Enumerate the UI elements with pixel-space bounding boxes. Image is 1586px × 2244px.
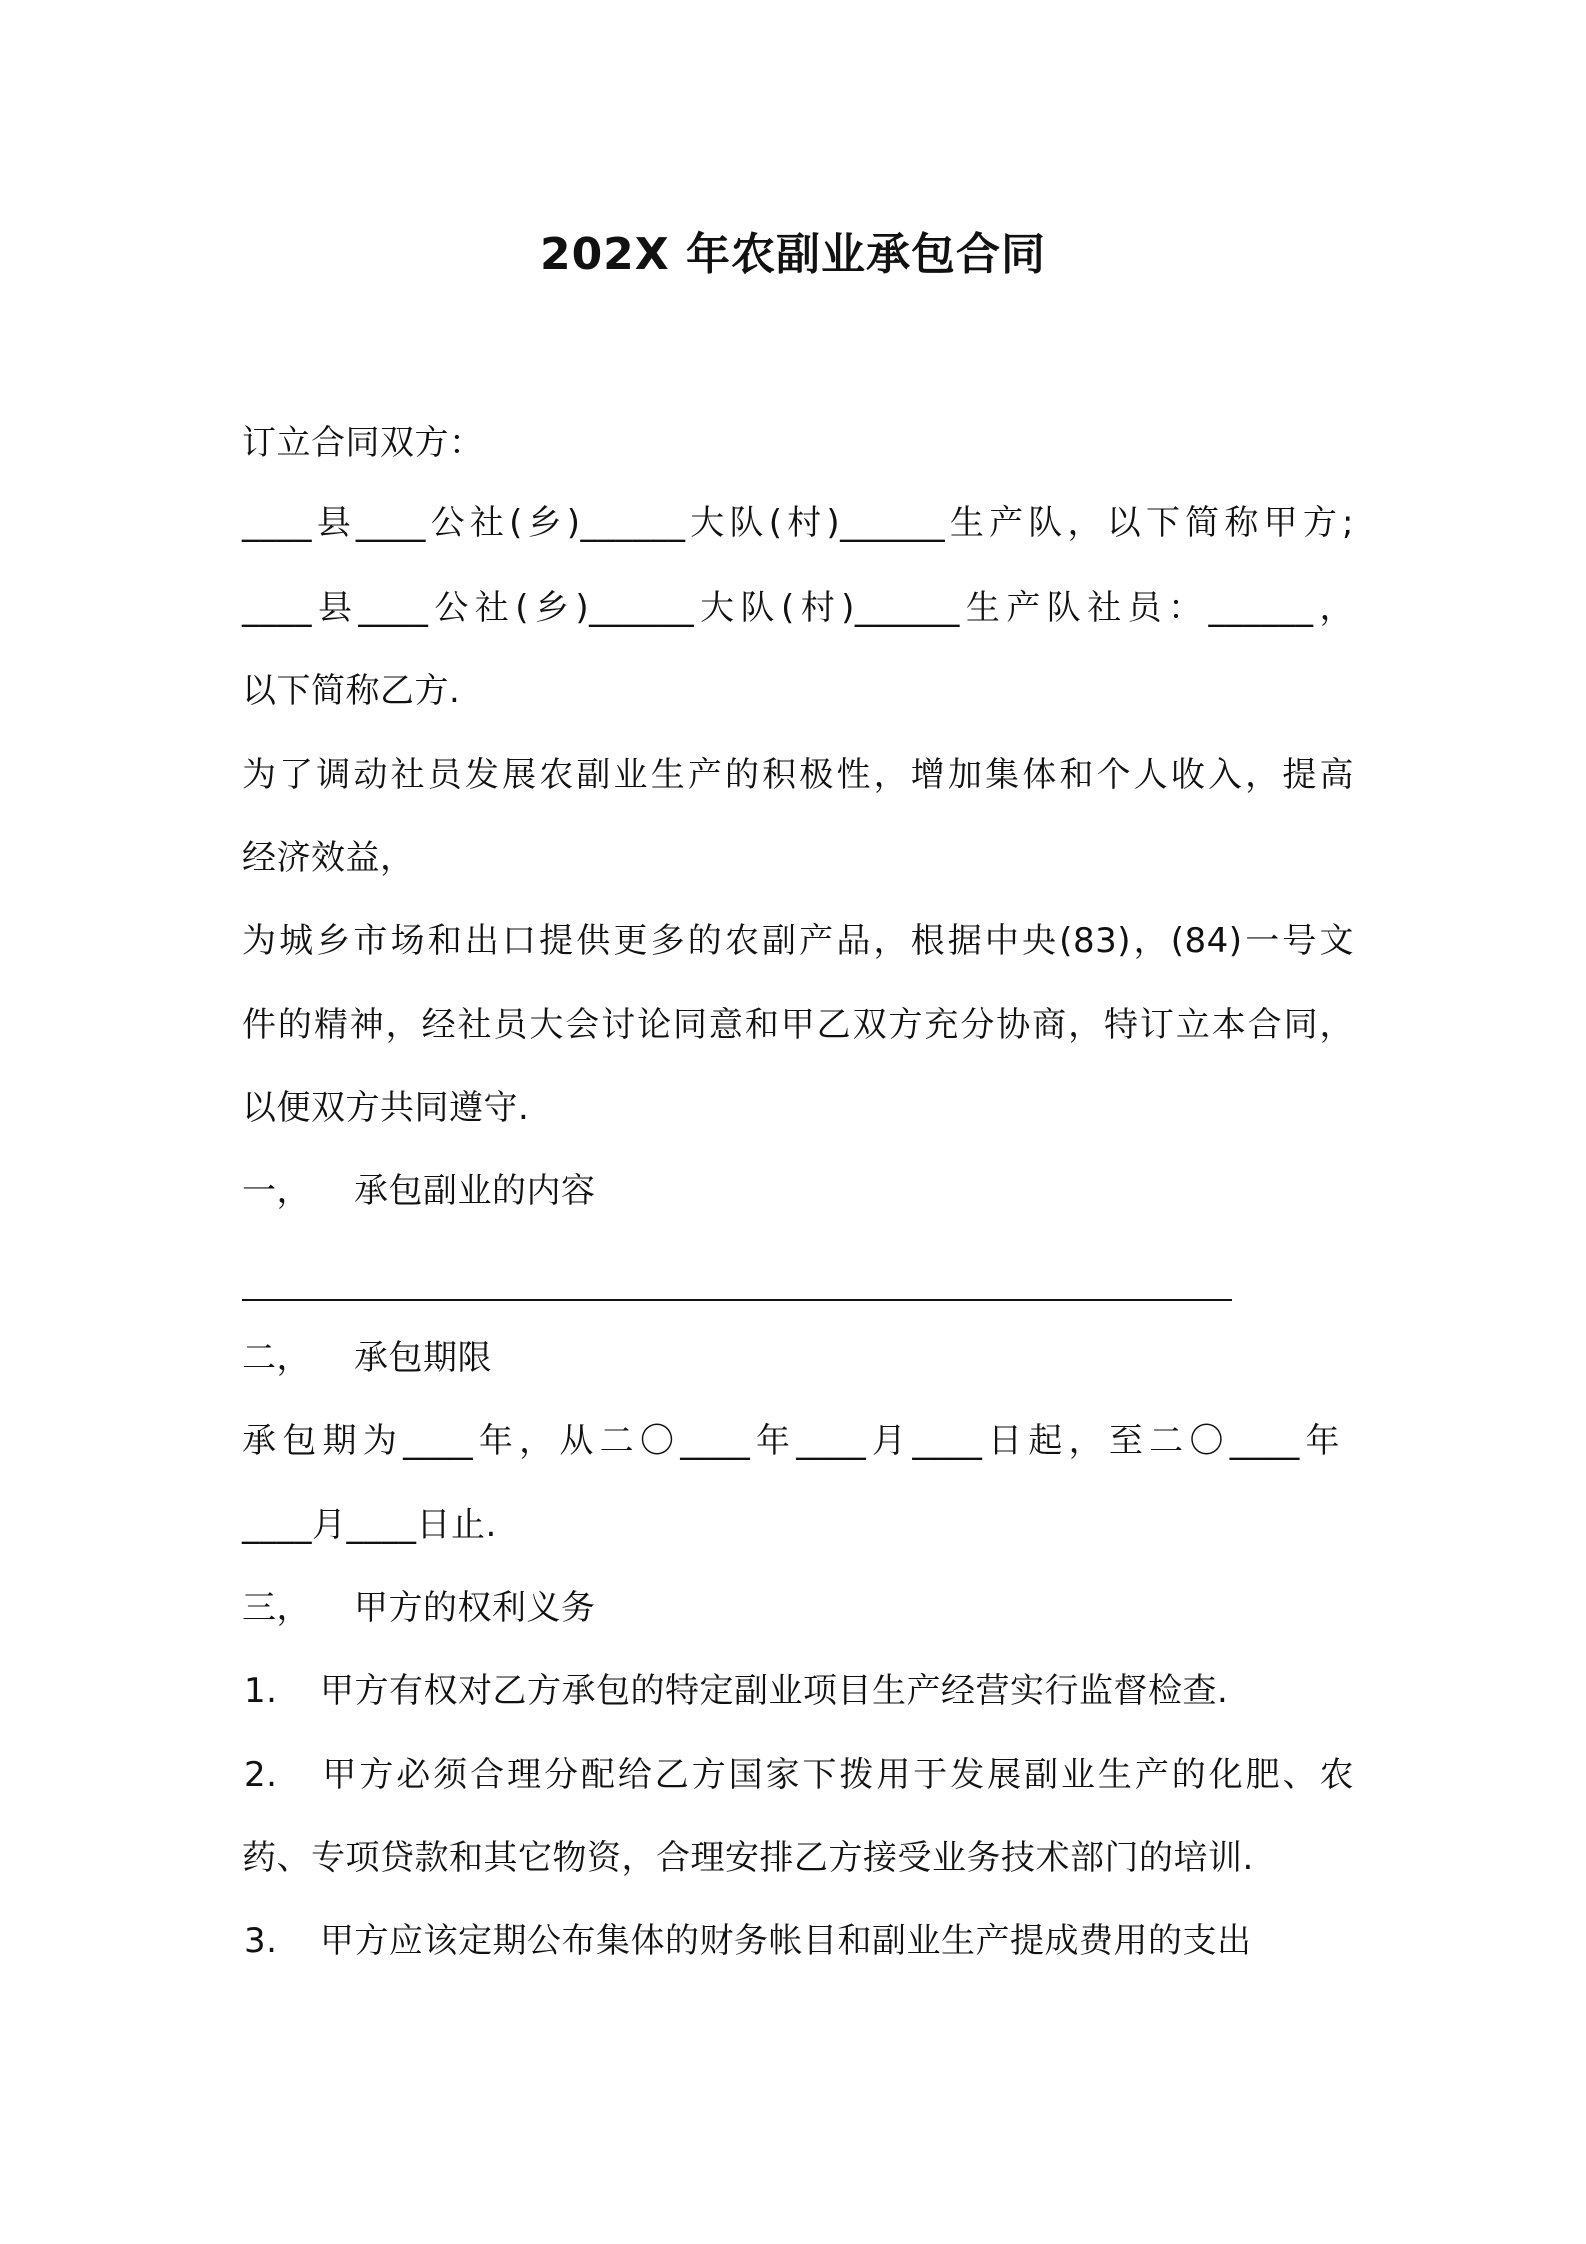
- item-text: 甲方应该定期公布集体的财务帐目和副业生产提成费用的支出: [320, 1921, 1252, 1961]
- parties-intro: 订立合同双方：: [242, 423, 484, 463]
- section-title: 承包副业的内容: [354, 1171, 596, 1211]
- fill-in-blank-line: [242, 1299, 1232, 1301]
- party-a-line: ____县____公社(乡)______大队(村)______生产队，以下简称甲方;: [242, 503, 1354, 543]
- item-number: 1.: [244, 1671, 278, 1711]
- party-b-line: ____县____公社(乡)______大队(村)______生产队社员：______，: [242, 588, 1354, 628]
- purpose-paragraph-continued: 经济效益，: [242, 838, 415, 878]
- section-number: 二，: [242, 1338, 311, 1378]
- term-line: 承包期为____年，从二〇____年____月____日起，至二〇____年: [242, 1421, 1340, 1461]
- item-text: 甲方必须合理分配给乙方国家下拨用于发展副业生产的化肥、农: [320, 1755, 1354, 1795]
- basis-paragraph-line2: 件的精神，经社员大会讨论同意和甲乙双方充分协商，特订立本合同，: [242, 1005, 1354, 1045]
- list-item: [242, 1918, 1252, 1964]
- section-1-heading: [242, 1168, 596, 1214]
- section-number: 一，: [242, 1171, 311, 1211]
- list-item: [242, 1668, 1228, 1714]
- item-number: 3.: [244, 1921, 278, 1961]
- section-2-heading: [242, 1335, 492, 1381]
- term-line-continued: ____月____日止.: [242, 1505, 497, 1545]
- list-item: [242, 1752, 1354, 1798]
- item-text: 甲方有权对乙方承包的特定副业项目生产经营实行监督检查.: [320, 1671, 1229, 1711]
- document-title: 202X 年农副业承包合同: [539, 229, 1047, 280]
- section-title: 承包期限: [354, 1338, 492, 1378]
- purpose-paragraph: 为了调动社员发展农副业生产的积极性，增加集体和个人收入，提高: [242, 755, 1354, 795]
- item-number: 2.: [244, 1755, 278, 1795]
- party-b-line-continued: 以下简称乙方.: [242, 671, 461, 711]
- list-item-continued: 药、专项贷款和其它物资，合理安排乙方接受业务技术部门的培训.: [242, 1838, 1254, 1878]
- basis-paragraph: 为城乡市场和出口提供更多的农副产品，根据中央(83)，(84)一号文: [242, 921, 1354, 961]
- section-number: 三，: [242, 1588, 311, 1628]
- basis-paragraph-line3: 以便双方共同遵守.: [242, 1088, 530, 1128]
- section-title: 甲方的权利义务: [354, 1588, 596, 1628]
- section-3-heading: [242, 1585, 596, 1631]
